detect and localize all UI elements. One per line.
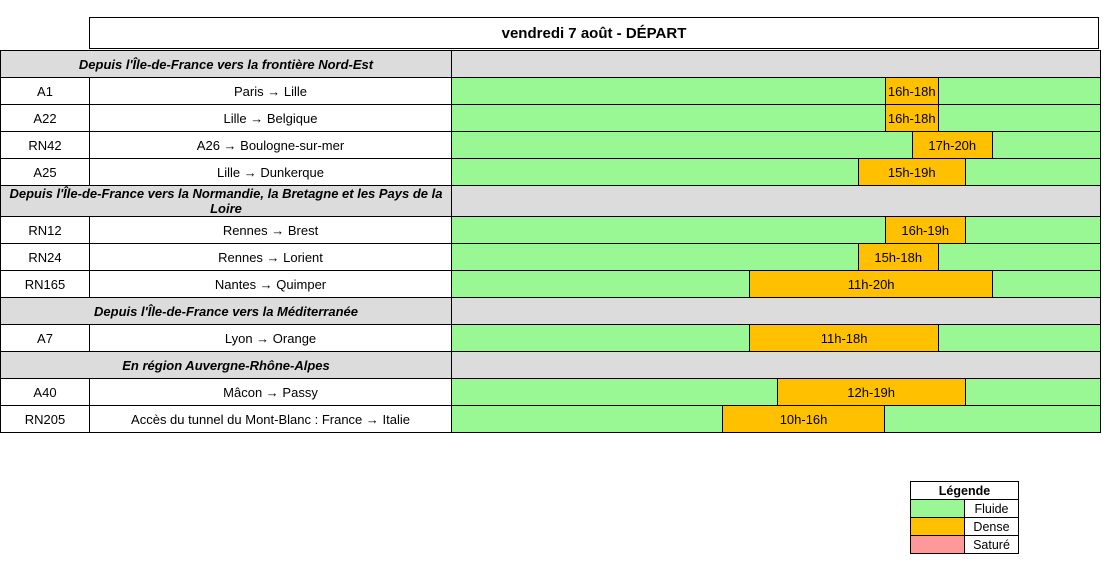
legend-item xyxy=(911,536,1019,554)
legend-title: Légende xyxy=(911,482,1019,500)
legend-body xyxy=(911,482,1019,554)
table-row xyxy=(1,406,1101,433)
road-id: A7 xyxy=(1,325,90,352)
route-name: Lille → Belgique xyxy=(90,105,452,132)
legend xyxy=(910,481,1019,554)
timeline-cell xyxy=(452,406,1101,433)
table-row xyxy=(1,132,1101,159)
road-id: RN205 xyxy=(1,406,90,433)
legend-label: Dense xyxy=(965,518,1019,536)
page-title: vendredi 7 août - DÉPART xyxy=(89,17,1099,49)
section-timeline-fill xyxy=(452,186,1101,217)
section-header-row xyxy=(1,352,1101,379)
route-name: Lyon → Orange xyxy=(90,325,452,352)
section-title: En région Auvergne-Rhône-Alpes xyxy=(1,352,452,379)
road-id: A22 xyxy=(1,105,90,132)
route-name: Accès du tunnel du Mont-Blanc : France → Italie xyxy=(90,406,452,433)
route-name: Nantes → Quimper xyxy=(90,271,452,298)
route-name: Mâcon → Passy xyxy=(90,379,452,406)
timeline-cell xyxy=(452,379,1101,406)
road-id: A25 xyxy=(1,159,90,186)
legend-label: Fluide xyxy=(965,500,1019,518)
table-row xyxy=(1,159,1101,186)
timeline-cell xyxy=(452,271,1101,298)
timeline-cell xyxy=(452,78,1101,105)
legend-item xyxy=(911,500,1019,518)
section-title: Depuis l'Île-de-France vers la Méditerranée xyxy=(1,298,452,325)
route-name: Rennes → Lorient xyxy=(90,244,452,271)
table-row xyxy=(1,78,1101,105)
section-timeline-fill xyxy=(452,352,1101,379)
timeline-cell xyxy=(452,217,1101,244)
table-row xyxy=(1,105,1101,132)
road-id: RN42 xyxy=(1,132,90,159)
dense-period-bar: 15h-19h xyxy=(858,159,966,185)
road-id: A40 xyxy=(1,379,90,406)
route-name: A26 → Boulogne-sur-mer xyxy=(90,132,452,159)
timeline-cell xyxy=(452,132,1101,159)
section-title: Depuis l'Île-de-France vers la Normandie, la Bretagne et les Pays de la Loire xyxy=(1,186,452,217)
legend-header-row xyxy=(911,482,1019,500)
legend-swatch xyxy=(911,536,965,554)
section-timeline-fill xyxy=(452,51,1101,78)
route-name: Lille → Dunkerque xyxy=(90,159,452,186)
timeline-cell xyxy=(452,105,1101,132)
dense-period-bar: 16h-18h xyxy=(885,105,939,131)
table-row xyxy=(1,325,1101,352)
dense-period-bar: 17h-20h xyxy=(912,132,993,158)
legend-swatch xyxy=(911,500,965,518)
dense-period-bar: 10h-16h xyxy=(722,406,884,432)
route-name: Rennes → Brest xyxy=(90,217,452,244)
table-row xyxy=(1,244,1101,271)
section-header-row xyxy=(1,186,1101,217)
section-header-row xyxy=(1,51,1101,78)
section-timeline-fill xyxy=(452,298,1101,325)
section-title: Depuis l'Île-de-France vers la frontière Nord-Est xyxy=(1,51,452,78)
legend-label: Saturé xyxy=(965,536,1019,554)
dense-period-bar: 11h-20h xyxy=(749,271,992,297)
route-name: Paris → Lille xyxy=(90,78,452,105)
legend-swatch xyxy=(911,518,965,536)
dense-period-bar: 11h-18h xyxy=(749,325,938,351)
section-header-row xyxy=(1,298,1101,325)
dense-period-bar: 15h-18h xyxy=(858,244,939,270)
traffic-table-body xyxy=(1,51,1101,433)
table-row xyxy=(1,271,1101,298)
timeline-cell xyxy=(452,159,1101,186)
dense-period-bar: 16h-18h xyxy=(885,78,939,104)
table-row xyxy=(1,379,1101,406)
dense-period-bar: 16h-19h xyxy=(885,217,966,243)
road-id: RN165 xyxy=(1,271,90,298)
timeline-cell xyxy=(452,325,1101,352)
dense-period-bar: 12h-19h xyxy=(777,379,966,405)
road-id: A1 xyxy=(1,78,90,105)
legend-item xyxy=(911,518,1019,536)
traffic-table xyxy=(0,50,1101,433)
timeline-cell xyxy=(452,244,1101,271)
road-id: RN24 xyxy=(1,244,90,271)
table-row xyxy=(1,217,1101,244)
road-id: RN12 xyxy=(1,217,90,244)
